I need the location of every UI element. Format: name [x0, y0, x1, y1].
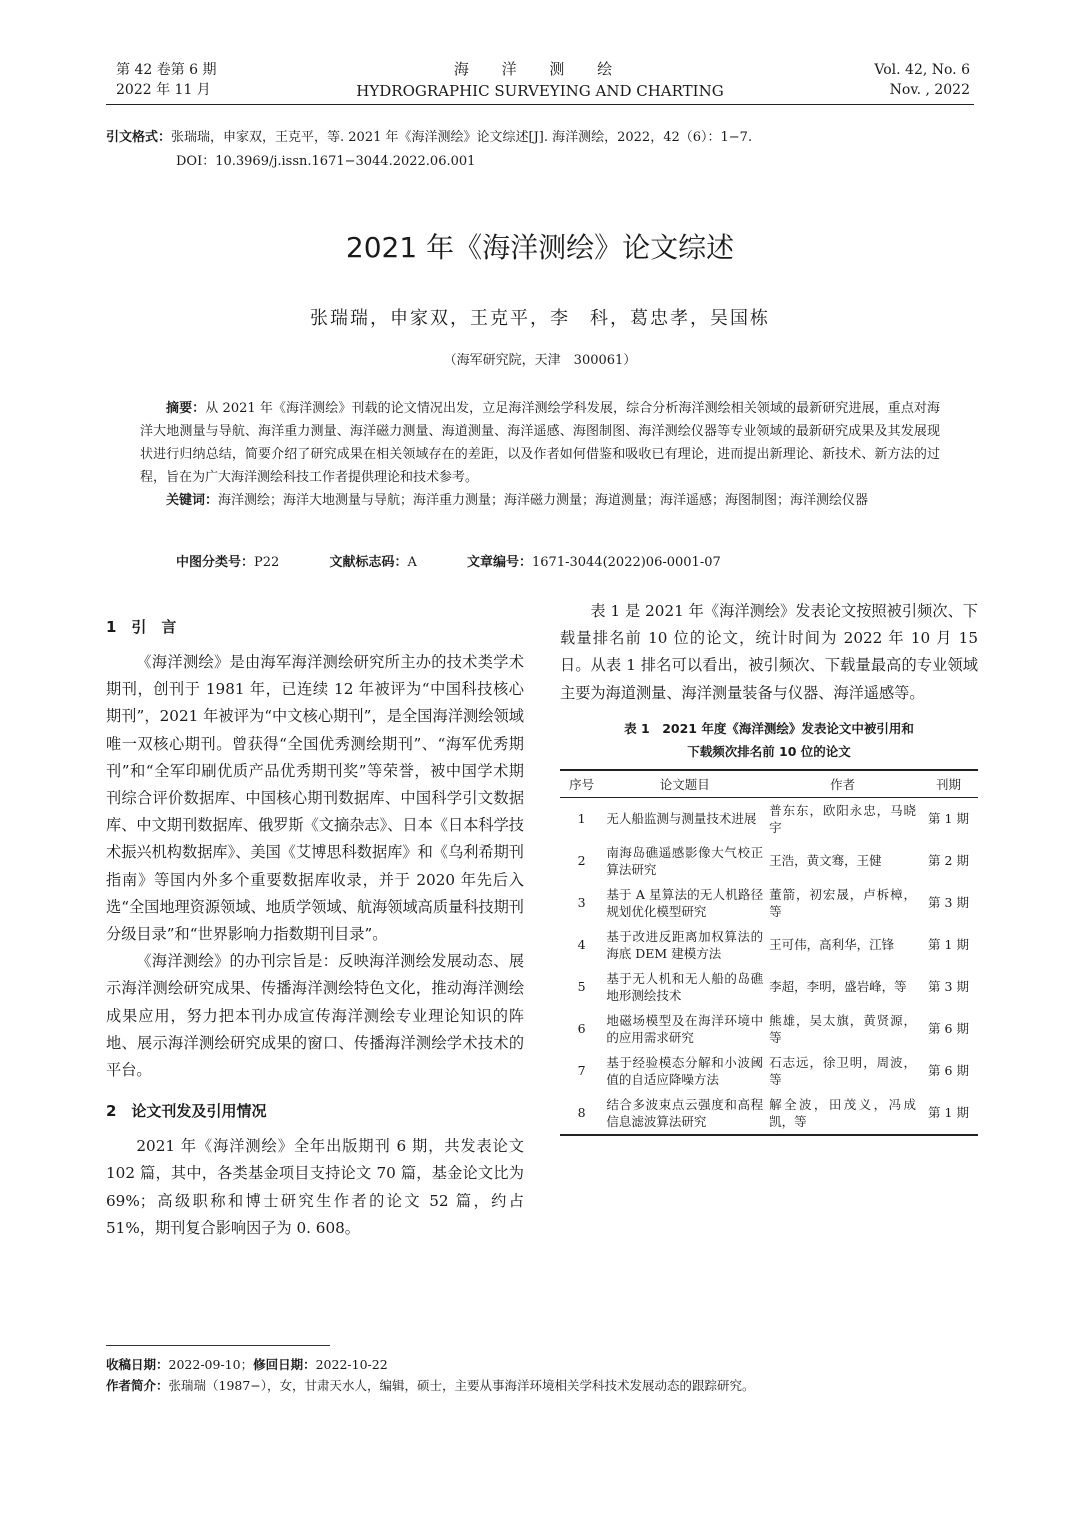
header-left: [116, 60, 217, 100]
table-header-row: [560, 770, 978, 798]
section-2-heading: 2 论文刊发及引用情况: [106, 1102, 267, 1121]
cell-authors: 李超，李明，盛岩峰，等: [769, 979, 907, 995]
date-en: Nov. , 2022: [889, 82, 970, 98]
table-row: [560, 924, 978, 966]
citation-text: 张瑞瑞，申家双，王克平，等. 2021 年《海洋测绘》论文综述[J]. 海洋测绘，2022，42（6）：1−7.: [171, 130, 753, 145]
table-header-title: 论文题目: [603, 770, 766, 798]
article-number-label: 文章编号：: [467, 555, 533, 570]
table-row: [560, 966, 978, 1008]
cell-title: 基于经验模态分解和小波阈值的自适应降噪方法: [606, 1054, 764, 1087]
revised-label: 修回日期：: [253, 1357, 316, 1372]
cell-issue: 第 1 期: [928, 937, 969, 953]
doc-code-label: 文献标志码：: [329, 555, 408, 570]
header-right: [874, 60, 970, 100]
cell-title: 基于 A 星算法的无人机路径规划优化模型研究: [606, 886, 764, 919]
volume-cn: 第 42 卷第 6 期: [116, 62, 217, 78]
footnote-divider: [106, 1345, 330, 1346]
header-divider: [106, 104, 974, 105]
cell-issue: 第 3 期: [928, 895, 969, 911]
cell-no: 1: [577, 811, 586, 827]
section-1-paragraph-1: 《海洋测绘》是由海军海洋测绘研究所主办的技术类学术期刊，创刊于 1981 年，已连续 12 年被评为“中国科技核心期刊”，2021 年被评为“中文核心期刊”，是全国海洋测绘领域唯一双核心期刊。曾获得“全国优秀测绘期刊”、“海军优秀期刊”和“全军印刷优质产品优秀期刊奖”等荣誉，被中国学术期刊综合评价数据库、中国核心期刊数据库、中国科学引文数据库、中文期刊数据库、俄罗斯《文摘杂志》、日本《日本科学技术振兴机构数据库》、美国《艾博思科数据库》和《乌利希期刊指南》等国内外多个重要数据库收录，并于 2020 年先后入选“全国地理资源领域、地质学领域、航海领域高质量科技期刊分级目录”和“世界影响力指数期刊目录”。: [106, 653, 524, 944]
cell-authors: 解全波，田茂义，冯成凯，等: [766, 1092, 919, 1135]
cell-title: 无人船监测与测量技术进展: [606, 811, 757, 827]
top-papers-table: [560, 769, 978, 1136]
journal-name-cn: 海 洋 测 绘: [453, 60, 627, 78]
keywords-label: 关键词：: [166, 493, 219, 508]
cell-title: 基于无人机和无人船的岛礁地形测绘技术: [606, 970, 764, 1003]
cell-no: 5: [577, 979, 586, 995]
cell-authors: 石志远，徐卫明，周波，等: [769, 1054, 917, 1087]
doi: DOI：10.3969/j.issn.1671−3044.2022.06.001: [176, 154, 476, 169]
table-header-no: 序号: [560, 770, 603, 798]
cell-issue: 第 3 期: [928, 979, 969, 995]
cell-title: 南海岛礁遥感影像大气校正算法研究: [606, 844, 764, 877]
cell-issue: 第 1 期: [919, 1092, 978, 1135]
cell-authors: 王浩，黄文骞，王健: [769, 853, 882, 869]
section-1-paragraph-2: 《海洋测绘》的办刊宗旨是：反映海洋测绘发展动态、展示海洋测绘研究成果、传播海洋测绘特色文化，推动海洋测绘成果应用，努力把本刊办成宣传海洋测绘专业理论知识的阵地、展示海洋测绘研究成果的窗口、传播海洋测绘学术技术的平台。: [106, 952, 524, 1080]
keywords-text: 海洋测绘；海洋大地测量与导航；海洋重力测量；海洋磁力测量；海道测量；海洋遥感；海图制图；海洋测绘仪器: [218, 493, 869, 508]
section-2-paragraph-1: 2021 年《海洋测绘》全年出版期刊 6 期，共发表论文 102 篇，其中，各类基金项目支持论文 70 篇，基金论文比为 69%；高级职称和博士研究生作者的论文 52 篇，约占 51%，期刊复合影响因子为 0. 608。: [106, 1137, 524, 1237]
table-row: [560, 797, 978, 840]
cell-no: 8: [560, 1092, 603, 1135]
cell-no: 4: [577, 937, 586, 953]
cell-no: 6: [577, 1021, 586, 1037]
right-column: [560, 598, 978, 1136]
cell-authors: 王可伟，高利华，江锋: [769, 937, 895, 953]
date-cn: 2022 年 11 月: [116, 82, 211, 98]
author-bio: 张瑞瑞（1987−），女，甘肃天水人，编辑，硕士，主要从事海洋环境相关学科技术发展动态的跟踪研究。: [168, 1378, 755, 1393]
table-caption-line-2: 下载频次排名前 10 位的论文: [687, 743, 851, 759]
table-caption: [560, 717, 978, 763]
section-2-paragraph-2: 表 1 是 2021 年《海洋测绘》发表论文按照被引频次、下载量排名前 10 位的论文，统计时间为 2022 年 10 月 15 日。从表 1 排名可以看出，被引频次、下载量最高的专业领域主要为海道测量、海洋测量装备与仪器、海洋遥感等。: [560, 602, 978, 702]
abstract-label: 摘要：: [166, 401, 206, 416]
clc-value: P22: [254, 555, 280, 570]
section-1-heading: 1 引 言: [106, 618, 177, 636]
cell-title: 基于改进反距离加权算法的海底 DEM 建模方法: [606, 928, 764, 961]
table-caption-line-1: 表 1 2021 年度《海洋测绘》发表论文中被引用和: [624, 720, 914, 736]
cell-no: 7: [577, 1063, 586, 1079]
cell-no: 3: [577, 895, 586, 911]
header-center: [300, 58, 780, 102]
affiliation: （海军研究院，天津 300061）: [443, 353, 637, 368]
table-row: [560, 840, 978, 882]
article-number-value: 1671-3044(2022)06-0001-07: [532, 555, 721, 570]
citation-label: 引文格式：: [106, 130, 172, 145]
doc-code-value: A: [407, 555, 417, 570]
abstract-block: [140, 397, 940, 512]
cell-title: 结合多波束点云强度和高程信息滤波算法研究: [603, 1092, 766, 1135]
article-title: 2021 年《海洋测绘》论文综述: [345, 231, 735, 264]
revised-date: 2022-10-22: [315, 1357, 388, 1372]
cell-issue: 第 1 期: [928, 811, 969, 827]
table-row: [560, 1050, 978, 1092]
left-column: [106, 612, 524, 1242]
cell-authors: 普东东，欧阳永忠，马晓宇: [769, 802, 917, 835]
table-header-authors: 作者: [766, 770, 919, 798]
received-date: 2022-09-10；: [168, 1357, 254, 1372]
table-row: [560, 1092, 978, 1135]
cell-authors: 董箭，初宏晟，卢柝樟，等: [769, 886, 917, 919]
footnote-block: [106, 1354, 974, 1396]
received-label: 收稿日期：: [106, 1357, 169, 1372]
abstract-text: 从 2021 年《海洋测绘》刊载的论文情况出发，立足海洋测绘学科发展，综合分析海洋测绘相关领域的最新研究进展，重点对海洋大地测量与导航、海洋重力测量、海洋磁力测量、海道测量、海洋遥感、海图制图、海洋测绘仪器等专业领域的最新研究成果及其发展现状进行归纳总结，简要介绍了研究成果在相关领域存在的差距，以及作者如何借鉴和吸收已有理论，进而提出新理论、新技术、新方法的过程，旨在为广大海洋测绘科技工作者提供理论和技术参考。: [140, 401, 940, 485]
bio-label: 作者简介：: [106, 1378, 169, 1393]
cell-issue: 第 6 期: [928, 1063, 969, 1079]
cell-issue: 第 6 期: [928, 1021, 969, 1037]
cell-issue: 第 2 期: [928, 853, 969, 869]
cell-title: 地磁场模型及在海洋环境中的应用需求研究: [606, 1012, 764, 1045]
cell-no: 2: [577, 853, 586, 869]
table-header-issue: 刊期: [919, 770, 978, 798]
journal-name-en: HYDROGRAPHIC SURVEYING AND CHARTING: [356, 82, 724, 100]
clc-label: 中图分类号：: [176, 555, 255, 570]
table-row: [560, 882, 978, 924]
classification-line: [176, 552, 956, 574]
cell-authors: 熊雄，吴太旗，黄贤源，等: [769, 1012, 917, 1045]
volume-en: Vol. 42, No. 6: [874, 62, 970, 78]
citation-block: [106, 126, 974, 174]
table-row: [560, 1008, 978, 1050]
author-list: 张瑞瑞，申家双，王克平，李 科，葛忠孝，吴国栋: [310, 308, 770, 329]
